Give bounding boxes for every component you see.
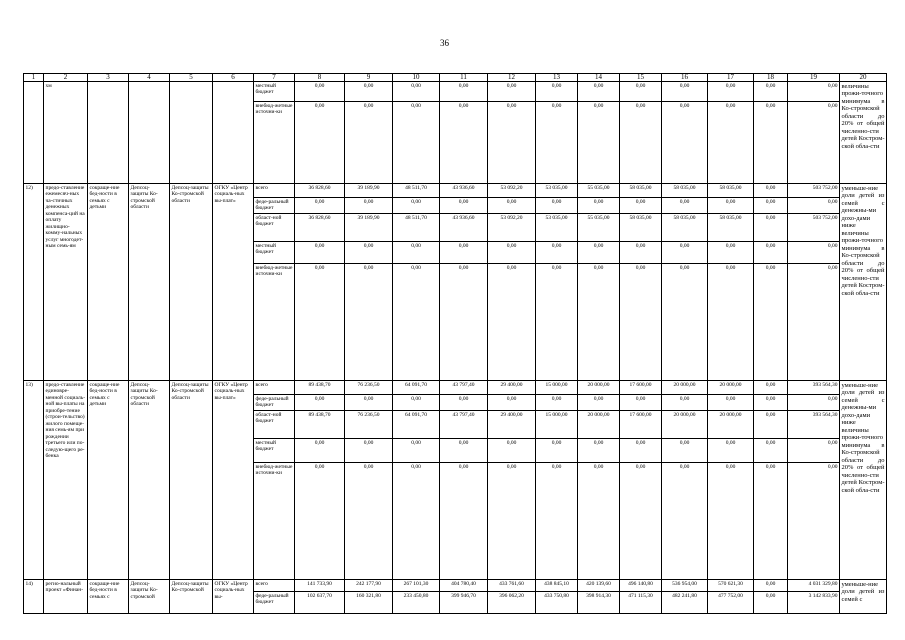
header-cell: 8 — [295, 74, 345, 82]
value-cell: 393 564,30 — [788, 411, 840, 439]
value-cell: 20 000,00 — [708, 381, 754, 395]
value-cell: 0,00 — [754, 439, 788, 463]
value-cell: 0,00 — [578, 395, 620, 411]
number-cell: 12) — [24, 184, 44, 381]
value-cell: 0,00 — [345, 82, 393, 102]
value-cell: 0,00 — [345, 439, 393, 463]
value-cell: 0,00 — [708, 242, 754, 264]
value-cell: 433 750,80 — [536, 592, 578, 614]
table-row — [24, 580, 887, 592]
value-cell: 0,00 — [708, 198, 754, 214]
value-cell: 0,00 — [578, 198, 620, 214]
value-cell: 396 062,20 — [488, 592, 536, 614]
value-cell: 570 621,30 — [708, 580, 754, 592]
header-cell: 15 — [620, 74, 662, 82]
header-cell: 10 — [393, 74, 440, 82]
value-cell: 0,00 — [536, 82, 578, 102]
funding-source-cell: всего — [254, 381, 295, 395]
value-cell: 0,00 — [788, 102, 840, 184]
value-cell: 43 936,60 — [440, 214, 488, 242]
value-cell: 0,00 — [620, 82, 662, 102]
value-cell: 89 438,70 — [295, 381, 345, 395]
funding-source-cell: област-ной бюджет — [254, 214, 295, 242]
funding-source-cell: феде-ральный бюджет — [254, 592, 295, 614]
value-cell: 503 752,00 — [788, 214, 840, 242]
recipient-cell: Депсоц-защиты Ко-стромской области — [170, 381, 213, 580]
value-cell: 0,00 — [345, 264, 393, 381]
event-name-cell: регио-нальный проект «Финан- — [44, 580, 88, 614]
value-cell: 0,00 — [488, 264, 536, 381]
value-cell: 0,00 — [662, 463, 708, 580]
value-cell: 0,00 — [788, 395, 840, 411]
value-cell: 0,00 — [620, 439, 662, 463]
value-cell: 0,00 — [393, 395, 440, 411]
value-cell: 64 091,70 — [393, 411, 440, 439]
value-cell: 398 914,30 — [578, 592, 620, 614]
header-cell: 1 — [24, 74, 44, 82]
value-cell: 36 828,60 — [295, 184, 345, 198]
value-cell: 0,00 — [345, 242, 393, 264]
value-cell: 0,00 — [440, 439, 488, 463]
value-cell: 53 035,00 — [536, 214, 578, 242]
header-cell: 19 — [788, 74, 840, 82]
value-cell: 0,00 — [295, 264, 345, 381]
value-cell: 0,00 — [536, 395, 578, 411]
value-cell: 0,00 — [788, 439, 840, 463]
funding-source-cell: местный бюджет — [254, 242, 295, 264]
value-cell: 0,00 — [788, 82, 840, 102]
value-cell: 0,00 — [393, 439, 440, 463]
value-cell: 420 139,60 — [578, 580, 620, 592]
value-cell: 0,00 — [393, 82, 440, 102]
header-cell: 20 — [840, 74, 887, 82]
value-cell: 0,00 — [620, 264, 662, 381]
recipient-cell: Депсоц-защиты Ко-стромской области — [170, 184, 213, 381]
funding-source-cell: местный бюджет — [254, 439, 295, 463]
value-cell: 141 733,90 — [295, 580, 345, 592]
value-cell: 0,00 — [295, 395, 345, 411]
value-cell: 58 035,00 — [662, 214, 708, 242]
value-cell: 267 101,30 — [393, 580, 440, 592]
header-row — [24, 74, 887, 82]
executor-cell: Депсоц-защиты Ко-стромской — [129, 580, 170, 614]
funding-source-cell: всего — [254, 580, 295, 592]
value-cell: 0,00 — [393, 264, 440, 381]
funding-source-cell: местный бюджет — [254, 82, 295, 102]
value-cell: 0,00 — [708, 102, 754, 184]
value-cell: 15 000,00 — [536, 381, 578, 395]
event-name-cell: предо-ставление ежемесяч-ных ча-стичных денежных компенса-ций на оплату жилищно-комму-нальных услуг многодет-ным семь-ям — [44, 184, 88, 381]
funding-source-cell: внебюд-жетные источни-ки — [254, 264, 295, 381]
value-cell: 20 000,00 — [578, 411, 620, 439]
value-cell: 0,00 — [708, 395, 754, 411]
table-row — [24, 184, 887, 198]
goal-cell — [88, 82, 129, 184]
value-cell: 0,00 — [754, 580, 788, 592]
organization-cell: ОГКУ «Центр социаль-ных вы-плат» — [213, 381, 254, 580]
value-cell: 0,00 — [662, 395, 708, 411]
value-cell: 0,00 — [754, 411, 788, 439]
funding-source-cell: феде-ральный бюджет — [254, 198, 295, 214]
value-cell: 39 189,90 — [345, 184, 393, 198]
number-cell — [24, 82, 44, 184]
header-cell: 4 — [129, 74, 170, 82]
value-cell: 0,00 — [788, 463, 840, 580]
header-cell: 17 — [708, 74, 754, 82]
value-cell: 404 780,40 — [440, 580, 488, 592]
value-cell: 0,00 — [488, 395, 536, 411]
value-cell: 0,00 — [488, 102, 536, 184]
value-cell: 0,00 — [345, 102, 393, 184]
value-cell: 0,00 — [345, 395, 393, 411]
table-row — [24, 82, 887, 102]
value-cell: 0,00 — [536, 198, 578, 214]
table-row — [24, 381, 887, 395]
value-cell: 477 752,00 — [708, 592, 754, 614]
value-cell: 0,00 — [662, 439, 708, 463]
value-cell: 0,00 — [536, 102, 578, 184]
value-cell: 0,00 — [488, 439, 536, 463]
value-cell: 0,00 — [708, 82, 754, 102]
value-cell: 0,00 — [578, 102, 620, 184]
value-cell: 0,00 — [578, 439, 620, 463]
value-cell: 0,00 — [620, 242, 662, 264]
value-cell: 0,00 — [754, 463, 788, 580]
value-cell: 0,00 — [754, 102, 788, 184]
value-cell: 0,00 — [488, 198, 536, 214]
value-cell: 15 000,00 — [536, 411, 578, 439]
value-cell: 4 031 329,80 — [788, 580, 840, 592]
result-cell: уменьше-ние доли детей из семей с денежны-ми дохо-дами ниже величины прожи-точного минимума в Ко-стромской области до 20% от общей численно-сти детей Костром-ской обла-сти — [840, 184, 887, 381]
value-cell: 0,00 — [754, 82, 788, 102]
value-cell: 58 035,00 — [708, 214, 754, 242]
executor-cell — [129, 82, 170, 184]
value-cell: 0,00 — [578, 242, 620, 264]
value-cell: 0,00 — [440, 264, 488, 381]
value-cell: 36 828,60 — [295, 214, 345, 242]
header-cell: 18 — [754, 74, 788, 82]
value-cell: 0,00 — [440, 242, 488, 264]
value-cell: 0,00 — [708, 264, 754, 381]
value-cell: 0,00 — [708, 439, 754, 463]
value-cell: 0,00 — [662, 102, 708, 184]
value-cell: 48 511,70 — [393, 184, 440, 198]
value-cell: 53 035,00 — [536, 184, 578, 198]
result-cell: величины прожи-точного минимума в Ко-стромской области до 20% от общей численно-сти детей Костром-ской обла-сти — [840, 82, 887, 184]
result-cell: уменьше-ние доли детей из семей с денежны-ми дохо-дами ниже величины прожи-точного минимума в Ко-стромской области до 20% от общей численно-сти детей Костром-ской обла-сти — [840, 381, 887, 580]
value-cell: 43 797,40 — [440, 381, 488, 395]
value-cell: 0,00 — [536, 439, 578, 463]
value-cell: 160 321,80 — [345, 592, 393, 614]
value-cell: 17 600,00 — [620, 411, 662, 439]
budget-table — [23, 73, 887, 614]
value-cell: 0,00 — [578, 463, 620, 580]
value-cell: 39 189,90 — [345, 214, 393, 242]
value-cell: 0,00 — [295, 102, 345, 184]
header-cell: 13 — [536, 74, 578, 82]
value-cell: 536 954,00 — [662, 580, 708, 592]
value-cell: 29 400,00 — [488, 411, 536, 439]
number-cell: 13) — [24, 381, 44, 580]
value-cell: 496 140,80 — [620, 580, 662, 592]
value-cell: 0,00 — [295, 439, 345, 463]
header-cell: 2 — [44, 74, 88, 82]
value-cell: 89 438,70 — [295, 411, 345, 439]
funding-source-cell: всего — [254, 184, 295, 198]
header-cell: 6 — [213, 74, 254, 82]
value-cell: 29 400,00 — [488, 381, 536, 395]
value-cell: 233 450,80 — [393, 592, 440, 614]
result-cell: уменьше-ние доли детей из семей с — [840, 580, 887, 614]
value-cell: 0,00 — [754, 381, 788, 395]
value-cell: 0,00 — [708, 463, 754, 580]
value-cell: 0,00 — [788, 242, 840, 264]
header-cell: 9 — [345, 74, 393, 82]
value-cell: 0,00 — [754, 198, 788, 214]
value-cell: 76 236,50 — [345, 411, 393, 439]
value-cell: 0,00 — [536, 463, 578, 580]
value-cell: 58 035,00 — [620, 214, 662, 242]
value-cell: 53 092,20 — [488, 184, 536, 198]
value-cell: 0,00 — [488, 463, 536, 580]
funding-source-cell: феде-ральный бюджет — [254, 395, 295, 411]
value-cell: 20 000,00 — [662, 411, 708, 439]
value-cell: 503 752,00 — [788, 184, 840, 198]
value-cell: 102 637,70 — [295, 592, 345, 614]
event-name-cell: хм — [44, 82, 88, 184]
goal-cell: сокраще-ние бед-ности в семьях с — [88, 580, 129, 614]
value-cell: 20 000,00 — [708, 411, 754, 439]
value-cell: 0,00 — [754, 214, 788, 242]
value-cell: 0,00 — [662, 264, 708, 381]
value-cell: 0,00 — [536, 242, 578, 264]
value-cell: 0,00 — [754, 395, 788, 411]
value-cell: 0,00 — [440, 198, 488, 214]
value-cell: 0,00 — [440, 82, 488, 102]
organization-cell — [213, 82, 254, 184]
value-cell: 43 797,40 — [440, 411, 488, 439]
organization-cell: ОГКУ «Центр социаль-ных вы- — [213, 580, 254, 614]
value-cell: 0,00 — [662, 198, 708, 214]
number-cell: 14) — [24, 580, 44, 614]
value-cell: 0,00 — [536, 264, 578, 381]
value-cell: 438 845,10 — [536, 580, 578, 592]
value-cell: 0,00 — [578, 82, 620, 102]
header-cell: 12 — [488, 74, 536, 82]
value-cell: 0,00 — [662, 82, 708, 102]
header-cell: 3 — [88, 74, 129, 82]
value-cell: 393 564,30 — [788, 381, 840, 395]
executor-cell: Депсоц-защиты Ко-стромской области — [129, 381, 170, 580]
value-cell: 58 035,00 — [662, 184, 708, 198]
value-cell: 0,00 — [620, 463, 662, 580]
funding-source-cell: област-ной бюджет — [254, 411, 295, 439]
value-cell: 0,00 — [393, 463, 440, 580]
value-cell: 0,00 — [393, 198, 440, 214]
value-cell: 471 115,30 — [620, 592, 662, 614]
value-cell: 0,00 — [295, 242, 345, 264]
recipient-cell — [170, 82, 213, 184]
value-cell: 0,00 — [488, 82, 536, 102]
header-cell: 16 — [662, 74, 708, 82]
value-cell: 0,00 — [440, 463, 488, 580]
value-cell: 0,00 — [620, 198, 662, 214]
value-cell: 20 000,00 — [662, 381, 708, 395]
value-cell: 0,00 — [440, 102, 488, 184]
value-cell: 0,00 — [295, 82, 345, 102]
value-cell: 0,00 — [345, 198, 393, 214]
value-cell: 55 035,00 — [578, 184, 620, 198]
value-cell: 0,00 — [488, 242, 536, 264]
value-cell: 20 000,00 — [578, 381, 620, 395]
funding-source-cell: внебюд-жетные источни-ки — [254, 463, 295, 580]
value-cell: 0,00 — [754, 592, 788, 614]
goal-cell: сокраще-ние бед-ности в семьях с детьми — [88, 381, 129, 580]
recipient-cell: Депсоц-защиты Ко-стромской — [170, 580, 213, 614]
value-cell: 0,00 — [754, 264, 788, 381]
funding-source-cell: внебюд-жетные источни-ки — [254, 102, 295, 184]
value-cell: 0,00 — [754, 242, 788, 264]
value-cell: 0,00 — [393, 102, 440, 184]
value-cell: 0,00 — [620, 102, 662, 184]
value-cell: 0,00 — [788, 264, 840, 381]
header-cell: 14 — [578, 74, 620, 82]
header-cell: 7 — [254, 74, 295, 82]
value-cell: 17 600,00 — [620, 381, 662, 395]
value-cell: 0,00 — [440, 395, 488, 411]
value-cell: 0,00 — [620, 395, 662, 411]
organization-cell: ОГКУ «Центр социаль-ных вы-плат» — [213, 184, 254, 381]
value-cell: 242 177,90 — [345, 580, 393, 592]
value-cell: 399 946,70 — [440, 592, 488, 614]
value-cell: 0,00 — [393, 242, 440, 264]
page-number: 36 — [440, 38, 449, 48]
value-cell: 58 035,00 — [708, 184, 754, 198]
value-cell: 55 035,00 — [578, 214, 620, 242]
value-cell: 0,00 — [754, 184, 788, 198]
value-cell: 0,00 — [578, 264, 620, 381]
header-cell: 5 — [170, 74, 213, 82]
value-cell: 0,00 — [788, 198, 840, 214]
value-cell: 0,00 — [345, 463, 393, 580]
value-cell: 58 035,00 — [620, 184, 662, 198]
value-cell: 64 091,70 — [393, 381, 440, 395]
value-cell: 3 142 833,90 — [788, 592, 840, 614]
value-cell: 0,00 — [662, 242, 708, 264]
header-cell: 11 — [440, 74, 488, 82]
value-cell: 433 761,60 — [488, 580, 536, 592]
event-name-cell: предо-ставление единовре-менной социаль-ной вы-платы на приобре-тение (строи-тельство) жилого помеще-ния семь-ям при рождении третьего или по-следую-щего ре-бенка — [44, 381, 88, 580]
value-cell: 0,00 — [295, 198, 345, 214]
value-cell: 48 511,70 — [393, 214, 440, 242]
value-cell: 76 236,50 — [345, 381, 393, 395]
value-cell: 53 092,20 — [488, 214, 536, 242]
value-cell: 0,00 — [295, 463, 345, 580]
value-cell: 43 936,60 — [440, 184, 488, 198]
executor-cell: Депсоц-защиты Ко-стромской области — [129, 184, 170, 381]
goal-cell: сокраще-ние бед-ности в семьях с детьми — [88, 184, 129, 381]
value-cell: 482 241,80 — [662, 592, 708, 614]
